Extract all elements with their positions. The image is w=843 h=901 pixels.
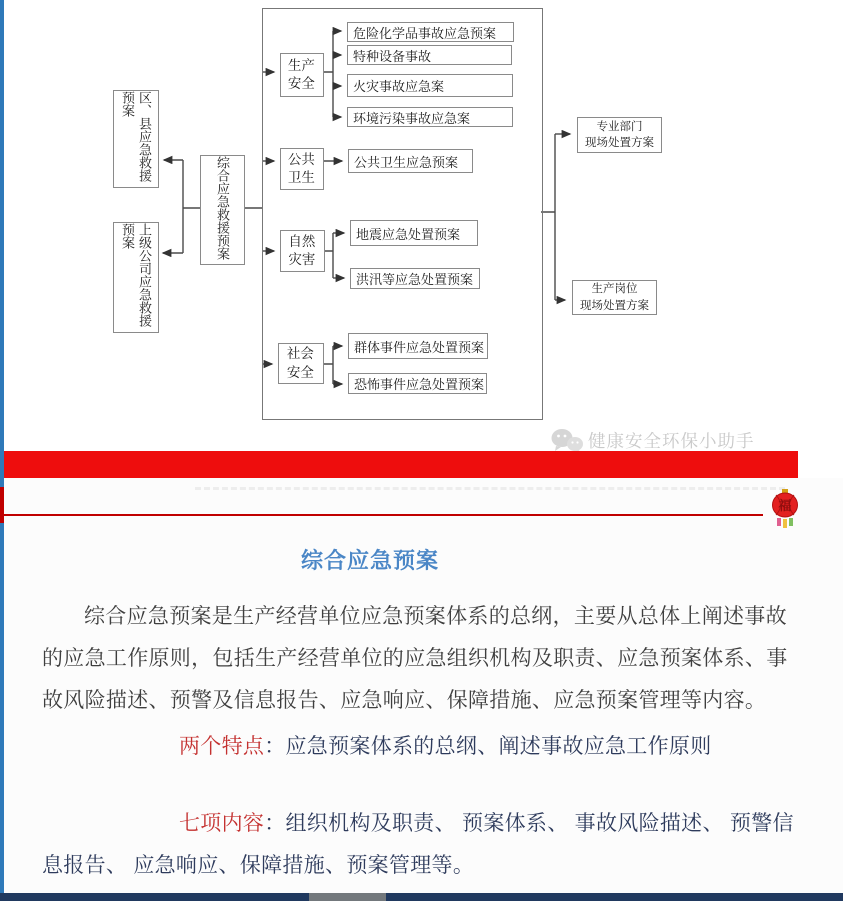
red-divider-bar	[4, 451, 798, 478]
watermark	[550, 427, 755, 454]
contents-paragraph	[42, 803, 804, 887]
plan-box-line1: 专业部门	[596, 120, 643, 133]
contents-label: 七项内容	[179, 812, 265, 835]
left-edge-red-strip	[0, 487, 4, 523]
category-label: 公共卫生	[287, 151, 315, 185]
features-label: 两个特点	[179, 735, 265, 758]
plan-box-public-health-emergency: 公共卫生应急预案	[348, 149, 473, 173]
category-box-production-safety	[280, 53, 324, 97]
category-box-public-health	[280, 148, 324, 190]
plan-box-parent-company	[113, 222, 159, 333]
svg-text:福: 福	[778, 498, 792, 513]
plan-box-line2: 现场处置方案	[585, 137, 654, 149]
watermark-text: 健康安全环保小助手	[588, 431, 755, 451]
wechat-icon	[550, 427, 584, 454]
plan-box-label: 区、县应急救援预案	[120, 91, 152, 182]
plan-box-line2: 现场处置方案	[580, 299, 649, 312]
plan-box-district-county	[113, 90, 159, 188]
plan-box-terror-incident: 恐怖事件应急处置预案	[348, 373, 487, 394]
bottom-progress-bar	[0, 893, 843, 901]
bottom-bar-gray-segment	[309, 893, 386, 901]
red-header-rule	[4, 514, 763, 516]
features-paragraph	[42, 726, 804, 768]
plan-box-mass-incident: 群体事件应急处置预案	[348, 333, 488, 359]
slide-comprehensive-plan	[0, 478, 843, 893]
plan-box-production-post	[572, 280, 657, 315]
plan-box-hazardous-chemicals: 危险化学品事故应急预案	[347, 22, 514, 42]
intro-paragraph: 综合应急预案是生产经营单位应急预案体系的总纲，主要从总体上阐述事故的应急工作原则，包括生产经营单位的应急组织机构及职责、应急预案体系、事故风险描述、预警及信息报告、应急响应、保障措施、应急预案管理等内容。	[42, 605, 788, 712]
plan-box-specialized-department	[577, 117, 662, 153]
contents-text: ：组织机构及职责、 预案体系、 事故风险描述、 预警信息报告、 应急响应、保障措施、预案管理等。	[42, 812, 794, 877]
plan-box-flood: 洪汛等应急处置预案	[350, 268, 480, 289]
plan-box-environmental-pollution: 环境污染事故应急案	[347, 107, 513, 127]
features-text: ：应急预案体系的总纲、阐述事故应急工作原则	[264, 735, 712, 758]
plan-box-label: 上级公司应急救援预案	[120, 223, 152, 327]
left-edge-strip	[0, 0, 4, 893]
category-label: 社会安全	[286, 346, 314, 380]
plan-box-earthquake: 地震应急处置预案	[350, 220, 478, 246]
plan-box-label: 综合应急救援预案	[215, 156, 230, 260]
plan-box-fire-accident: 火灾事故应急案	[347, 74, 513, 97]
plan-box-line1: 生产岗位	[591, 283, 638, 296]
plan-box-comprehensive-root	[200, 155, 245, 265]
plan-box-special-equipment: 特种设备事故	[347, 45, 512, 65]
category-label: 生产安全	[287, 57, 315, 91]
slide-title: 综合应急预案	[300, 548, 439, 573]
red-lantern-icon	[770, 489, 800, 534]
category-label: 自然灾害	[288, 233, 316, 267]
category-box-natural-disaster	[280, 230, 325, 272]
divider-artifact	[195, 487, 785, 490]
category-box-social-safety	[278, 343, 324, 384]
